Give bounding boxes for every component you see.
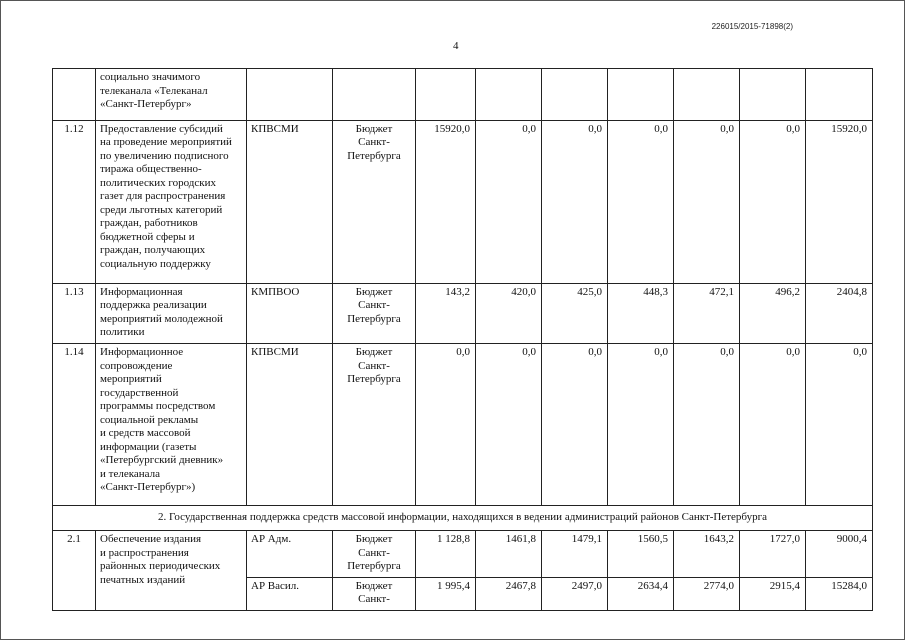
value-cell: 0,0 (476, 120, 542, 283)
value-cell: 1 128,8 (416, 531, 476, 578)
row-source: Бюджет Санкт- Петербурга (333, 531, 416, 578)
value-cell (608, 69, 674, 121)
value-cell: 0,0 (542, 344, 608, 506)
row-source: Бюджет Санкт- Петербурга (333, 283, 416, 344)
value-cell: 2915,4 (740, 577, 806, 610)
value-cell: 1 995,4 (416, 577, 476, 610)
value-cell: 15920,0 (416, 120, 476, 283)
value-cell: 448,3 (608, 283, 674, 344)
table-row (53, 531, 873, 578)
value-cell: 0,0 (740, 344, 806, 506)
value-cell (740, 69, 806, 121)
value-cell: 15284,0 (806, 577, 873, 610)
row-executor: КПВСМИ (247, 120, 333, 283)
row-source: Бюджет Санкт- Петербурга (333, 120, 416, 283)
row-id: 1.13 (53, 283, 96, 344)
value-cell (416, 69, 476, 121)
row-name: социально значимого телеканала «Телеканал «Санкт-Петербург» (96, 69, 247, 121)
value-cell: 0,0 (674, 344, 740, 506)
value-cell: 1560,5 (608, 531, 674, 578)
value-cell: 9000,4 (806, 531, 873, 578)
row-executor: АР Васил. (247, 577, 333, 610)
value-cell: 2634,4 (608, 577, 674, 610)
table-row (53, 69, 873, 121)
value-cell: 0,0 (476, 344, 542, 506)
value-cell: 15920,0 (806, 120, 873, 283)
value-cell (806, 69, 873, 121)
value-cell: 0,0 (806, 344, 873, 506)
row-name: Информационная поддержка реализации мероприятий молодежной политики (96, 283, 247, 344)
value-cell: 2404,8 (806, 283, 873, 344)
row-name: Информационное сопровождение мероприятий государственной программы посредством социальной рекламы и средств массовой информации (газеты «Петербургский дневник» и телеканала «Санкт-Петербург») (96, 344, 247, 506)
value-cell: 472,1 (674, 283, 740, 344)
row-id: 1.12 (53, 120, 96, 283)
program-table (52, 68, 873, 611)
row-id: 1.14 (53, 344, 96, 506)
value-cell: 425,0 (542, 283, 608, 344)
document-number: 226015/2015-71898(2) (711, 22, 793, 31)
row-source (333, 69, 416, 121)
value-cell: 420,0 (476, 283, 542, 344)
value-cell: 2467,8 (476, 577, 542, 610)
row-source: Бюджет Санкт- Петербурга (333, 344, 416, 506)
table-row (53, 120, 873, 283)
value-cell: 0,0 (416, 344, 476, 506)
value-cell: 1643,2 (674, 531, 740, 578)
value-cell: 1727,0 (740, 531, 806, 578)
value-cell (476, 69, 542, 121)
value-cell: 496,2 (740, 283, 806, 344)
row-executor: КМПВОО (247, 283, 333, 344)
value-cell: 143,2 (416, 283, 476, 344)
row-id (53, 69, 96, 121)
row-id: 2.1 (53, 531, 96, 611)
value-cell: 2774,0 (674, 577, 740, 610)
value-cell (674, 69, 740, 121)
value-cell: 1461,8 (476, 531, 542, 578)
value-cell: 0,0 (740, 120, 806, 283)
page-number: 4 (453, 40, 459, 52)
row-source: Бюджет Санкт- (333, 577, 416, 610)
table-row (53, 344, 873, 506)
row-executor (247, 69, 333, 121)
value-cell: 0,0 (608, 120, 674, 283)
section-row (53, 506, 873, 531)
table-row (53, 283, 873, 344)
row-executor: КПВСМИ (247, 344, 333, 506)
value-cell: 0,0 (542, 120, 608, 283)
value-cell (542, 69, 608, 121)
row-executor: АР Адм. (247, 531, 333, 578)
value-cell: 1479,1 (542, 531, 608, 578)
section-title: 2. Государственная поддержка средств массовой информации, находящихся в ведении администраций районов Санкт-Петербурга (53, 506, 873, 531)
value-cell: 2497,0 (542, 577, 608, 610)
value-cell: 0,0 (674, 120, 740, 283)
value-cell: 0,0 (608, 344, 674, 506)
row-name: Предоставление субсидий на проведение мероприятий по увеличению подписного тиража общественно- политических городских газет для распространения среди льготных категорий граждан, работников бюджетной сферы и граждан, получающих социальную поддержку (96, 120, 247, 283)
row-name: Обеспечение издания и распространения районных периодических печатных изданий (96, 531, 247, 611)
